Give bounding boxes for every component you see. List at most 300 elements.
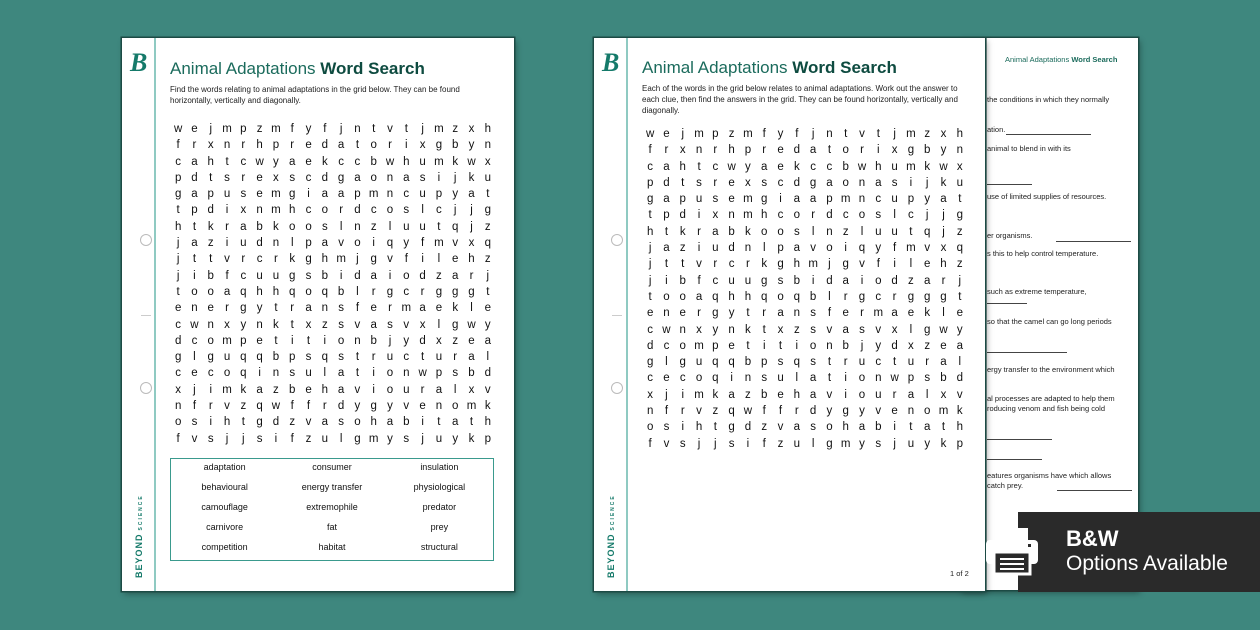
grid-letter: e — [256, 188, 263, 201]
grid-letter: o — [826, 242, 833, 255]
clue-text: such as extreme temperature, — [987, 287, 1087, 296]
grid-letter: n — [403, 367, 410, 380]
grid-letter: l — [860, 225, 864, 238]
clue-text: so that the camel can go long periods — [987, 317, 1112, 326]
grid-letter: i — [421, 416, 424, 429]
grid-letter: x — [647, 388, 654, 401]
grid-letter: a — [875, 176, 882, 189]
grid-letter: r — [241, 253, 246, 266]
grid-letter: o — [777, 225, 784, 238]
grid-letter: c — [175, 367, 182, 380]
grid-letter: s — [321, 220, 328, 233]
grid-letter: c — [240, 155, 247, 168]
grid-letter: h — [174, 220, 182, 233]
grid-letter: n — [354, 123, 361, 135]
grid-letter: a — [940, 193, 947, 206]
grid-letter: g — [174, 188, 182, 201]
grid-letter: a — [809, 372, 817, 385]
grid-letter: f — [404, 253, 408, 266]
grid-letter: o — [875, 274, 882, 287]
grid-letter: t — [876, 128, 880, 140]
grid-letter: a — [793, 421, 801, 434]
grid-letter: n — [679, 323, 686, 336]
grid-letter: z — [712, 405, 719, 418]
grid-letter: n — [793, 307, 801, 320]
grid-letter: s — [452, 367, 459, 380]
grid-letter: l — [925, 388, 929, 401]
grid-letter: b — [842, 160, 849, 173]
grid-letter: e — [207, 302, 214, 315]
grid-letter: d — [891, 274, 898, 287]
grid-letter: f — [192, 400, 197, 413]
grid-letter: t — [486, 285, 490, 298]
grid-letter: k — [321, 155, 328, 168]
punch-hole — [611, 234, 623, 246]
grid-letter: i — [877, 144, 880, 157]
grid-letter: r — [746, 258, 750, 271]
grid-letter: c — [436, 204, 442, 217]
grid-letter: c — [403, 351, 410, 364]
grid-letter: i — [909, 176, 913, 189]
grid-letter: p — [956, 437, 963, 450]
grid-letter: f — [290, 123, 294, 135]
grid-letter: l — [811, 225, 815, 238]
grid-letter: t — [355, 367, 360, 380]
grid-letter: o — [386, 204, 394, 217]
brand-label: BEYONDSCIENCE — [606, 494, 616, 578]
grid-letter: a — [305, 302, 312, 315]
grid-letter: g — [370, 253, 377, 266]
grid-letter: z — [273, 383, 279, 396]
grid-letter: k — [289, 253, 296, 266]
grid-letter: i — [844, 388, 847, 401]
grid-letter: k — [761, 258, 768, 271]
grid-letter: k — [679, 225, 686, 238]
grid-letter: j — [828, 258, 831, 271]
grid-letter: n — [728, 323, 735, 336]
grid-letter: a — [191, 237, 198, 250]
grid-letter: v — [354, 383, 361, 396]
grid-letter: t — [941, 421, 946, 434]
grid-letter: j — [470, 204, 473, 217]
grid-letter: l — [453, 383, 457, 396]
grid-letter: g — [337, 171, 345, 184]
grid-letter: g — [940, 290, 947, 303]
grid-letter: o — [305, 285, 312, 298]
grid-letter: y — [745, 160, 751, 173]
grid-letter: p — [354, 188, 361, 201]
grid-letter: g — [207, 351, 214, 364]
grid-letter: v — [224, 400, 230, 413]
grid-letter: i — [844, 372, 847, 385]
grid-letter: e — [891, 405, 898, 418]
grid-letter: g — [777, 258, 784, 271]
grid-letter: p — [761, 356, 768, 369]
grid-letter: t — [437, 220, 441, 233]
grid-letter: r — [290, 139, 295, 152]
grid-letter: a — [728, 388, 735, 401]
grid-letter: s — [777, 356, 784, 369]
grid-letter: d — [728, 242, 735, 255]
margin-line — [626, 38, 628, 591]
grid-letter: t — [827, 372, 832, 385]
grid-letter: t — [290, 318, 294, 331]
clue-text: eatures organisms have which allows — [987, 471, 1112, 480]
punch-hole — [140, 234, 152, 246]
grid-letter: u — [419, 155, 426, 168]
grid-letter: a — [337, 139, 345, 152]
word-list-item: predator — [422, 502, 457, 512]
grid-letter: w — [173, 123, 183, 135]
grid-letter: u — [891, 160, 898, 173]
grid-letter: j — [925, 209, 929, 222]
grid-letter: d — [321, 171, 329, 184]
grid-letter: n — [354, 334, 361, 347]
grid-letter: u — [777, 372, 784, 385]
grid-letter: w — [645, 128, 655, 140]
clue-text: ergy transfer to the environment which — [987, 365, 1115, 374]
letter-grid — [170, 123, 496, 449]
brand-label: BEYONDSCIENCE — [134, 494, 144, 578]
grid-letter: w — [255, 155, 264, 168]
grid-letter: r — [420, 285, 425, 298]
grid-letter: n — [695, 144, 703, 157]
grid-letter: f — [421, 237, 425, 250]
grid-letter: s — [387, 318, 393, 331]
grid-letter: e — [370, 302, 377, 315]
word-list-item: consumer — [312, 462, 352, 472]
grid-letter: x — [468, 123, 475, 135]
grid-letter: g — [907, 144, 915, 157]
grid-letter: r — [762, 307, 767, 320]
grid-letter: e — [305, 155, 312, 168]
grid-letter: l — [958, 356, 962, 369]
grid-letter: z — [728, 128, 735, 140]
grid-letter: e — [728, 339, 735, 352]
grid-letter: c — [875, 290, 882, 303]
clue-text: use of limited supplies of resources. — [987, 192, 1107, 201]
grid-letter: s — [761, 176, 768, 189]
grid-letter: x — [484, 155, 491, 168]
grid-letter: v — [387, 123, 393, 135]
grid-letter: h — [646, 225, 654, 238]
grid-letter: o — [646, 421, 654, 434]
grid-letter: y — [273, 155, 279, 168]
grid-letter: i — [274, 432, 278, 445]
grid-letter: x — [956, 160, 963, 173]
grid-letter: e — [305, 139, 312, 152]
grid-letter: k — [468, 171, 475, 184]
grid-letter: q — [761, 290, 768, 303]
grid-letter: u — [386, 351, 394, 364]
grid-letter: a — [435, 383, 443, 396]
grid-letter: t — [437, 416, 441, 429]
grid-letter: l — [388, 220, 392, 233]
grid-letter: p — [191, 204, 198, 217]
grid-letter: y — [452, 432, 459, 445]
grid-letter: o — [403, 269, 410, 282]
grid-letter: t — [909, 421, 913, 434]
grid-letter: k — [484, 400, 491, 413]
grid-letter: a — [793, 242, 801, 255]
grid-letter: t — [681, 176, 685, 189]
grid-letter: l — [942, 307, 945, 320]
grid-letter: t — [372, 123, 376, 135]
grid-letter: l — [339, 220, 343, 233]
grid-letter: o — [858, 372, 866, 385]
grid-letter: p — [435, 188, 443, 201]
grid-letter: d — [321, 139, 329, 152]
grid-letter: f — [290, 432, 294, 445]
grid-letter: h — [956, 128, 963, 140]
grid-letter: o — [826, 421, 833, 434]
grid-letter: h — [793, 258, 801, 271]
grid-letter: s — [810, 307, 816, 320]
grid-letter: t — [274, 334, 278, 347]
grid-letter: v — [403, 318, 410, 331]
grid-letter: u — [728, 274, 735, 287]
badge-title: B&W — [1066, 526, 1119, 551]
grid-letter: t — [209, 171, 213, 184]
grid-letter: o — [289, 220, 296, 233]
grid-letter: a — [354, 171, 361, 184]
grid-letter: o — [305, 220, 312, 233]
grid-letter: s — [859, 323, 865, 336]
grid-letter: o — [663, 290, 670, 303]
grid-letter: z — [777, 437, 784, 450]
grid-letter: o — [777, 290, 784, 303]
grid-letter: m — [808, 258, 818, 271]
grid-letter: z — [924, 128, 931, 140]
grid-letter: y — [859, 405, 865, 418]
grid-letter: g — [842, 405, 849, 418]
grid-letter: y — [875, 339, 882, 352]
grid-letter: r — [388, 302, 392, 315]
grid-letter: k — [956, 405, 963, 418]
grid-letter: t — [192, 220, 197, 233]
grid-letter: s — [240, 188, 247, 201]
grid-letter: g — [923, 290, 931, 303]
grid-letter: m — [840, 193, 851, 206]
grid-letter: v — [224, 253, 230, 266]
grid-letter: o — [321, 204, 329, 217]
grid-letter: f — [225, 269, 229, 282]
grid-letter: d — [891, 339, 898, 352]
grid-letter: j — [681, 128, 685, 140]
grid-letter: w — [271, 400, 281, 413]
grid-letter: c — [647, 323, 654, 336]
grid-letter: v — [859, 128, 865, 140]
grid-letter: q — [321, 351, 329, 364]
grid-letter: a — [289, 155, 296, 168]
grid-letter: a — [695, 290, 703, 303]
grid-letter: u — [435, 351, 443, 364]
grid-letter: q — [321, 285, 329, 298]
grid-letter: z — [452, 123, 459, 135]
grid-letter: c — [403, 285, 410, 298]
grid-letter: f — [355, 302, 360, 315]
grid-letter: q — [240, 351, 247, 364]
grid-letter: d — [256, 237, 263, 250]
grid-letter: n — [907, 405, 915, 418]
grid-letter: t — [176, 285, 180, 298]
grid-letter: y — [940, 144, 947, 157]
grid-letter: z — [924, 339, 931, 352]
grid-letter: x — [436, 334, 442, 347]
grid-letter: g — [826, 437, 833, 450]
grid-letter: y — [859, 437, 865, 450]
grid-letter: v — [387, 253, 393, 266]
grid-letter: r — [892, 290, 897, 303]
grid-letter: h — [289, 204, 296, 217]
grid-letter: m — [336, 253, 346, 266]
grid-letter: p — [289, 351, 296, 364]
grid-letter: v — [696, 405, 702, 418]
grid-letter: g — [354, 432, 361, 445]
grid-letter: k — [452, 302, 459, 315]
grid-letter: i — [697, 209, 701, 222]
grid-letter: i — [193, 269, 196, 282]
grid-letter: u — [419, 220, 426, 233]
grid-letter: n — [858, 176, 866, 189]
grid-letter: d — [354, 269, 361, 282]
grid-letter: g — [956, 209, 963, 222]
grid-letter: r — [697, 307, 701, 320]
grid-letter: z — [793, 323, 800, 336]
grid-letter: m — [434, 237, 444, 250]
grid-letter: v — [354, 318, 361, 331]
grid-letter: g — [728, 421, 735, 434]
grid-letter: f — [176, 139, 180, 152]
grid-letter: j — [453, 204, 457, 217]
grid-letter: g — [174, 351, 182, 364]
grid-letter: t — [355, 139, 360, 152]
grid-letter: u — [240, 237, 247, 250]
grid-letter: w — [939, 323, 948, 336]
grid-letter: m — [906, 128, 916, 140]
grid-letter: x — [240, 204, 247, 217]
grid-letter: o — [223, 367, 231, 380]
grid-letter: h — [484, 416, 491, 429]
grid-letter: v — [810, 242, 816, 255]
grid-letter: h — [793, 388, 801, 401]
grid-letter: g — [646, 356, 654, 369]
grid-letter: b — [370, 155, 377, 168]
grid-letter: c — [191, 334, 198, 347]
grid-letter: q — [712, 372, 719, 385]
grid-letter: c — [403, 188, 410, 201]
grid-letter: k — [273, 220, 279, 233]
grid-letter: c — [240, 269, 247, 282]
grid-letter: x — [908, 339, 914, 352]
grid-letter: c — [712, 274, 719, 287]
grid-letter: a — [468, 188, 475, 201]
grid-letter: y — [403, 237, 410, 250]
grid-letter: e — [646, 307, 654, 320]
grid-letter: j — [176, 237, 180, 250]
grid-letter: t — [664, 225, 669, 238]
grid-letter: q — [956, 242, 963, 255]
grid-letter: r — [192, 139, 197, 152]
grid-letter: e — [256, 171, 263, 184]
grid-letter: j — [860, 339, 864, 352]
grid-letter: k — [712, 388, 719, 401]
grid-letter: a — [403, 171, 410, 184]
clue-text: al processes are adapted to help them — [987, 394, 1115, 403]
grid-letter: a — [793, 193, 801, 206]
grid-letter: k — [745, 323, 751, 336]
grid-letter: s — [289, 171, 296, 184]
grid-letter: h — [842, 421, 849, 434]
grid-letter: o — [354, 416, 361, 429]
grid-letter: d — [354, 204, 361, 217]
grid-letter: h — [728, 144, 735, 157]
grid-letter: v — [305, 416, 312, 429]
grid-letter: u — [435, 432, 443, 445]
grid-letter: w — [890, 372, 899, 385]
word-list-item: carnivore — [206, 522, 244, 532]
grid-letter: f — [176, 432, 180, 445]
grid-letter: b — [403, 416, 410, 429]
grid-letter: g — [809, 176, 817, 189]
grid-letter: t — [664, 258, 669, 271]
grid-letter: n — [663, 307, 670, 320]
grid-letter: i — [730, 372, 733, 385]
grid-letter: w — [743, 405, 753, 418]
punch-hole — [140, 382, 152, 394]
grid-letter: i — [762, 339, 766, 352]
grid-letter: i — [290, 334, 294, 347]
grid-letter: u — [907, 437, 915, 450]
grid-letter: z — [289, 416, 296, 429]
grid-letter: e — [907, 307, 915, 320]
grid-letter: i — [405, 139, 408, 152]
grid-letter: j — [811, 128, 815, 140]
grid-letter: j — [648, 242, 652, 255]
grid-letter: d — [174, 334, 182, 347]
grid-letter: n — [826, 339, 833, 352]
grid-letter: o — [842, 176, 849, 189]
grid-letter: w — [418, 367, 427, 380]
grid-letter: y — [468, 139, 475, 152]
beyond-logo: B — [602, 48, 620, 77]
grid-letter: f — [306, 400, 311, 413]
grid-letter: l — [437, 253, 441, 266]
grid-letter: c — [712, 160, 719, 173]
grid-letter: b — [256, 220, 263, 233]
grid-letter: w — [857, 160, 867, 173]
word-list-item: camouflage — [201, 502, 248, 512]
grid-letter: t — [958, 193, 962, 206]
grid-letter: c — [207, 367, 214, 380]
grid-letter: u — [744, 274, 752, 287]
grid-letter: d — [646, 339, 654, 352]
grid-letter: j — [486, 269, 490, 282]
grid-letter: t — [648, 209, 652, 222]
grid-letter: d — [272, 416, 280, 429]
grid-letter: y — [826, 405, 833, 418]
grid-letter: a — [923, 274, 931, 287]
grid-letter: t — [192, 253, 197, 266]
grid-letter: v — [403, 400, 410, 413]
grid-letter: y — [354, 400, 361, 413]
grid-letter: i — [437, 171, 441, 184]
grid-letter: i — [225, 237, 229, 250]
grid-letter: h — [484, 123, 491, 135]
grid-letter: x — [224, 318, 230, 331]
grid-letter: q — [386, 237, 394, 250]
grid-letter: t — [404, 123, 408, 135]
